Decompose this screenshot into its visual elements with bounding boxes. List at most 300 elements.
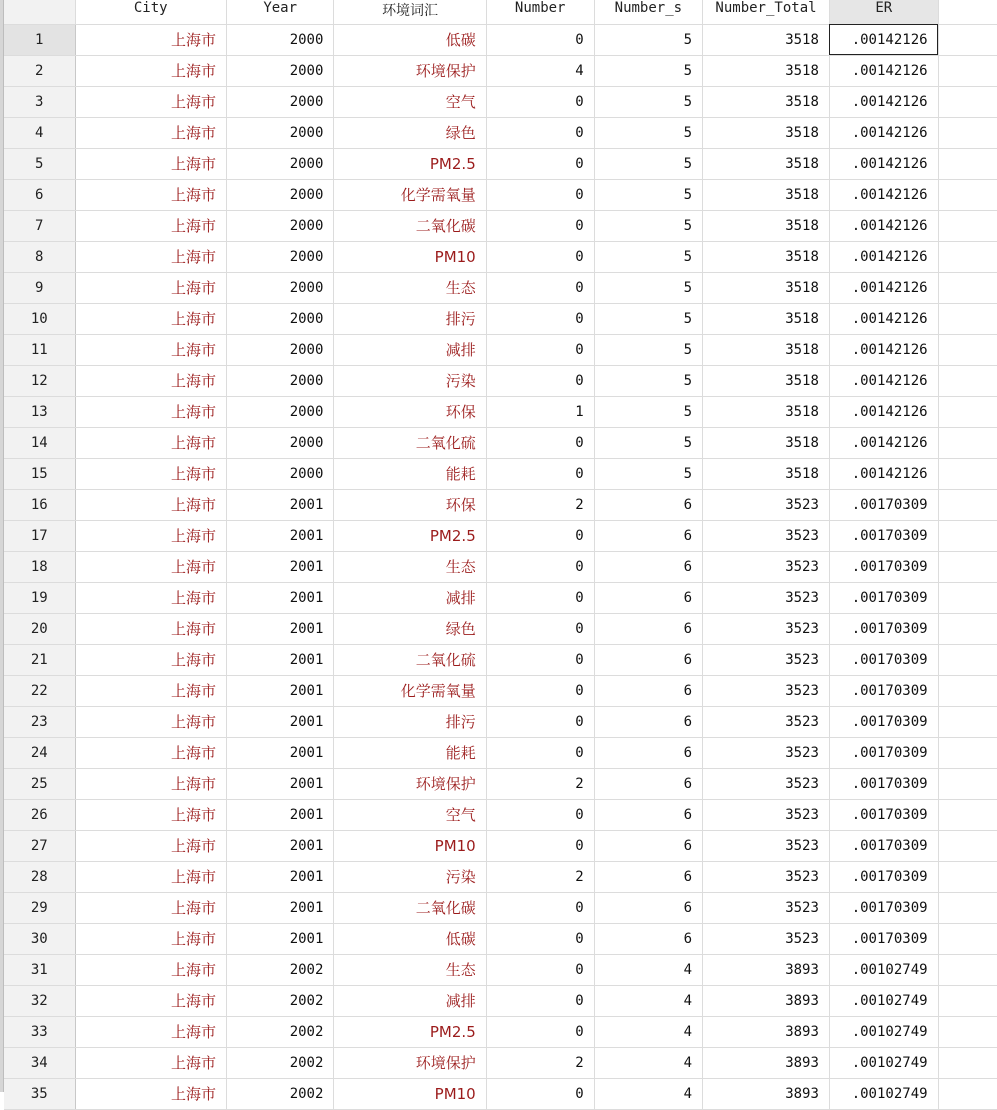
- cell-number-s[interactable]: 6: [594, 551, 702, 582]
- cell-city[interactable]: 上海市: [75, 396, 226, 427]
- cell-number-s[interactable]: 6: [594, 582, 702, 613]
- cell-number[interactable]: 0: [486, 148, 594, 179]
- cell-number[interactable]: 0: [486, 334, 594, 365]
- cell-number[interactable]: 0: [486, 923, 594, 954]
- cell-year[interactable]: 2001: [226, 520, 333, 551]
- table-row[interactable]: [4, 954, 997, 985]
- column-header-year[interactable]: Year: [226, 0, 333, 24]
- table-row[interactable]: [4, 334, 997, 365]
- cell-env-word[interactable]: 排污: [334, 706, 486, 737]
- cell-number-s[interactable]: 6: [594, 520, 702, 551]
- cell-number[interactable]: 0: [486, 210, 594, 241]
- table-row[interactable]: [4, 582, 997, 613]
- cell-city[interactable]: 上海市: [75, 1078, 226, 1109]
- row-number[interactable]: 26: [4, 799, 75, 830]
- table-row[interactable]: [4, 799, 997, 830]
- cell-city[interactable]: 上海市: [75, 117, 226, 148]
- row-number[interactable]: 28: [4, 861, 75, 892]
- cell-city[interactable]: 上海市: [75, 613, 226, 644]
- cell-year[interactable]: 2001: [226, 830, 333, 861]
- cell-city[interactable]: 上海市: [75, 241, 226, 272]
- cell-number-total[interactable]: 3518: [703, 55, 830, 86]
- cell-year[interactable]: 2000: [226, 179, 333, 210]
- cell-number-total[interactable]: 3893: [703, 1078, 830, 1109]
- cell-number-s[interactable]: 5: [594, 148, 702, 179]
- cell-er[interactable]: .00170309: [829, 892, 938, 923]
- table-row[interactable]: [4, 179, 997, 210]
- cell-er[interactable]: .00102749: [829, 1078, 938, 1109]
- cell-env-word[interactable]: PM10: [334, 1078, 486, 1109]
- cell-number[interactable]: 0: [486, 117, 594, 148]
- cell-number-s[interactable]: 5: [594, 396, 702, 427]
- cell-year[interactable]: 2001: [226, 737, 333, 768]
- cell-er[interactable]: .00170309: [829, 644, 938, 675]
- cell-env-word[interactable]: PM2.5: [334, 520, 486, 551]
- cell-number[interactable]: 2: [486, 768, 594, 799]
- cell-year[interactable]: 2000: [226, 303, 333, 334]
- cell-city[interactable]: 上海市: [75, 644, 226, 675]
- row-number[interactable]: 17: [4, 520, 75, 551]
- cell-er[interactable]: .00170309: [829, 582, 938, 613]
- cell-city[interactable]: 上海市: [75, 489, 226, 520]
- table-row[interactable]: [4, 861, 997, 892]
- cell-city[interactable]: 上海市: [75, 365, 226, 396]
- cell-number[interactable]: 0: [486, 241, 594, 272]
- cell-year[interactable]: 2000: [226, 458, 333, 489]
- cell-number-total[interactable]: 3893: [703, 954, 830, 985]
- cell-env-word[interactable]: 绿色: [334, 117, 486, 148]
- cell-er[interactable]: .00102749: [829, 1016, 938, 1047]
- cell-er[interactable]: .00142126: [829, 117, 938, 148]
- column-header-number-total[interactable]: Number_Total: [703, 0, 830, 24]
- cell-env-word[interactable]: 减排: [334, 334, 486, 365]
- cell-er[interactable]: .00142126: [829, 55, 938, 86]
- row-number[interactable]: 33: [4, 1016, 75, 1047]
- cell-er[interactable]: .00142126: [829, 396, 938, 427]
- cell-city[interactable]: 上海市: [75, 520, 226, 551]
- cell-number-s[interactable]: 5: [594, 303, 702, 334]
- cell-env-word[interactable]: 二氧化碳: [334, 892, 486, 923]
- row-number[interactable]: 25: [4, 768, 75, 799]
- table-row[interactable]: [4, 427, 997, 458]
- cell-env-word[interactable]: 排污: [334, 303, 486, 334]
- cell-number-total[interactable]: 3518: [703, 365, 830, 396]
- cell-er[interactable]: .00170309: [829, 675, 938, 706]
- table-row[interactable]: [4, 396, 997, 427]
- cell-env-word[interactable]: 生态: [334, 551, 486, 582]
- cell-er[interactable]: .00102749: [829, 985, 938, 1016]
- cell-number-total[interactable]: 3523: [703, 892, 830, 923]
- row-number[interactable]: 11: [4, 334, 75, 365]
- cell-city[interactable]: 上海市: [75, 148, 226, 179]
- cell-env-word[interactable]: 环保: [334, 396, 486, 427]
- row-number[interactable]: 18: [4, 551, 75, 582]
- row-number[interactable]: 21: [4, 644, 75, 675]
- cell-year[interactable]: 2000: [226, 427, 333, 458]
- cell-number-s[interactable]: 6: [594, 799, 702, 830]
- cell-number-s[interactable]: 6: [594, 737, 702, 768]
- cell-year[interactable]: 2001: [226, 923, 333, 954]
- table-row[interactable]: [4, 55, 997, 86]
- table-row[interactable]: [4, 148, 997, 179]
- cell-number-s[interactable]: 4: [594, 1016, 702, 1047]
- cell-number-s[interactable]: 6: [594, 768, 702, 799]
- cell-number-total[interactable]: 3523: [703, 923, 830, 954]
- cell-number-s[interactable]: 6: [594, 613, 702, 644]
- cell-env-word[interactable]: 化学需氧量: [334, 675, 486, 706]
- cell-year[interactable]: 2002: [226, 1047, 333, 1078]
- cell-number[interactable]: 0: [486, 954, 594, 985]
- cell-er[interactable]: .00170309: [829, 706, 938, 737]
- cell-city[interactable]: 上海市: [75, 768, 226, 799]
- cell-number-s[interactable]: 5: [594, 241, 702, 272]
- table-row[interactable]: [4, 1078, 997, 1109]
- cell-env-word[interactable]: 二氧化硫: [334, 644, 486, 675]
- table-row[interactable]: [4, 737, 997, 768]
- row-number[interactable]: 27: [4, 830, 75, 861]
- cell-er[interactable]: .00170309: [829, 861, 938, 892]
- cell-er[interactable]: .00142126: [829, 458, 938, 489]
- cell-env-word[interactable]: 减排: [334, 582, 486, 613]
- cell-er[interactable]: .00170309: [829, 737, 938, 768]
- table-row[interactable]: [4, 241, 997, 272]
- column-header-number[interactable]: Number: [486, 0, 594, 24]
- row-number[interactable]: 12: [4, 365, 75, 396]
- table-row[interactable]: [4, 520, 997, 551]
- cell-city[interactable]: 上海市: [75, 210, 226, 241]
- cell-number-total[interactable]: 3523: [703, 551, 830, 582]
- cell-number[interactable]: 0: [486, 303, 594, 334]
- cell-year[interactable]: 2001: [226, 892, 333, 923]
- table-row[interactable]: [4, 892, 997, 923]
- cell-number-s[interactable]: 5: [594, 334, 702, 365]
- cell-env-word[interactable]: 环保: [334, 489, 486, 520]
- cell-number-total[interactable]: 3518: [703, 303, 830, 334]
- cell-number[interactable]: 1: [486, 396, 594, 427]
- cell-year[interactable]: 2000: [226, 86, 333, 117]
- row-number[interactable]: 5: [4, 148, 75, 179]
- cell-city[interactable]: 上海市: [75, 427, 226, 458]
- cell-number-s[interactable]: 5: [594, 458, 702, 489]
- cell-number[interactable]: 0: [486, 1016, 594, 1047]
- cell-er[interactable]: .00142126: [829, 272, 938, 303]
- cell-env-word[interactable]: 低碳: [334, 24, 486, 55]
- cell-number[interactable]: 0: [486, 644, 594, 675]
- row-number[interactable]: 34: [4, 1047, 75, 1078]
- cell-number-s[interactable]: 5: [594, 272, 702, 303]
- cell-number[interactable]: 0: [486, 737, 594, 768]
- cell-year[interactable]: 2001: [226, 861, 333, 892]
- cell-number-total[interactable]: 3523: [703, 799, 830, 830]
- cell-year[interactable]: 2001: [226, 613, 333, 644]
- cell-number-s[interactable]: 5: [594, 210, 702, 241]
- cell-number-total[interactable]: 3523: [703, 737, 830, 768]
- column-header-env-word[interactable]: 环境词汇: [334, 0, 486, 24]
- row-number[interactable]: 13: [4, 396, 75, 427]
- row-number[interactable]: 3: [4, 86, 75, 117]
- row-number[interactable]: 2: [4, 55, 75, 86]
- cell-number[interactable]: 0: [486, 520, 594, 551]
- cell-number-total[interactable]: 3893: [703, 1016, 830, 1047]
- row-number[interactable]: 24: [4, 737, 75, 768]
- cell-number-s[interactable]: 6: [594, 923, 702, 954]
- cell-city[interactable]: 上海市: [75, 706, 226, 737]
- cell-er[interactable]: .00170309: [829, 613, 938, 644]
- cell-number[interactable]: 0: [486, 799, 594, 830]
- cell-city[interactable]: 上海市: [75, 458, 226, 489]
- cell-er[interactable]: .00142126: [829, 179, 938, 210]
- cell-city[interactable]: 上海市: [75, 830, 226, 861]
- cell-year[interactable]: 2001: [226, 799, 333, 830]
- table-row[interactable]: [4, 86, 997, 117]
- table-row[interactable]: [4, 551, 997, 582]
- cell-city[interactable]: 上海市: [75, 582, 226, 613]
- row-number[interactable]: 6: [4, 179, 75, 210]
- cell-number-total[interactable]: 3518: [703, 427, 830, 458]
- cell-number[interactable]: 0: [486, 365, 594, 396]
- row-number[interactable]: 9: [4, 272, 75, 303]
- row-number[interactable]: 31: [4, 954, 75, 985]
- cell-year[interactable]: 2000: [226, 365, 333, 396]
- cell-env-word[interactable]: 生态: [334, 272, 486, 303]
- cell-number[interactable]: 0: [486, 830, 594, 861]
- cell-number[interactable]: 0: [486, 892, 594, 923]
- cell-year[interactable]: 2000: [226, 117, 333, 148]
- cell-city[interactable]: 上海市: [75, 985, 226, 1016]
- cell-er[interactable]: .00142126: [829, 148, 938, 179]
- cell-er[interactable]: .00170309: [829, 830, 938, 861]
- table-row[interactable]: [4, 985, 997, 1016]
- row-number[interactable]: 20: [4, 613, 75, 644]
- table-row[interactable]: [4, 24, 997, 55]
- cell-number[interactable]: 2: [486, 1047, 594, 1078]
- cell-number[interactable]: 0: [486, 272, 594, 303]
- cell-number[interactable]: 0: [486, 179, 594, 210]
- column-header-city[interactable]: City: [75, 0, 226, 24]
- table-row[interactable]: [4, 830, 997, 861]
- cell-env-word[interactable]: PM10: [334, 241, 486, 272]
- cell-number[interactable]: 0: [486, 582, 594, 613]
- row-number[interactable]: 16: [4, 489, 75, 520]
- table-row[interactable]: [4, 768, 997, 799]
- cell-year[interactable]: 2001: [226, 489, 333, 520]
- row-number[interactable]: 14: [4, 427, 75, 458]
- cell-number[interactable]: 0: [486, 1078, 594, 1109]
- cell-number-s[interactable]: 4: [594, 1078, 702, 1109]
- cell-er[interactable]: .00142126: [829, 427, 938, 458]
- cell-env-word[interactable]: 能耗: [334, 737, 486, 768]
- table-row[interactable]: [4, 1047, 997, 1078]
- cell-env-word[interactable]: 二氧化硫: [334, 427, 486, 458]
- cell-number-total[interactable]: 3518: [703, 458, 830, 489]
- row-number[interactable]: 19: [4, 582, 75, 613]
- column-header-number-s[interactable]: Number_s: [594, 0, 702, 24]
- cell-year[interactable]: 2000: [226, 24, 333, 55]
- cell-number-s[interactable]: 5: [594, 55, 702, 86]
- cell-env-word[interactable]: 空气: [334, 799, 486, 830]
- cell-er[interactable]: .00170309: [829, 799, 938, 830]
- cell-city[interactable]: 上海市: [75, 954, 226, 985]
- cell-number[interactable]: 0: [486, 458, 594, 489]
- row-number[interactable]: 15: [4, 458, 75, 489]
- cell-env-word[interactable]: 绿色: [334, 613, 486, 644]
- cell-year[interactable]: 2000: [226, 272, 333, 303]
- cell-city[interactable]: 上海市: [75, 737, 226, 768]
- table-row[interactable]: [4, 706, 997, 737]
- cell-er[interactable]: .00142126: [829, 86, 938, 117]
- cell-number-total[interactable]: 3523: [703, 520, 830, 551]
- cell-env-word[interactable]: 环境保护: [334, 768, 486, 799]
- cell-year[interactable]: 2001: [226, 582, 333, 613]
- cell-number-s[interactable]: 6: [594, 489, 702, 520]
- cell-city[interactable]: 上海市: [75, 55, 226, 86]
- cell-city[interactable]: 上海市: [75, 179, 226, 210]
- cell-city[interactable]: 上海市: [75, 334, 226, 365]
- cell-number-total[interactable]: 3518: [703, 272, 830, 303]
- cell-number[interactable]: 0: [486, 551, 594, 582]
- cell-city[interactable]: 上海市: [75, 799, 226, 830]
- cell-number[interactable]: 0: [486, 427, 594, 458]
- cell-number-s[interactable]: 6: [594, 675, 702, 706]
- cell-number-s[interactable]: 6: [594, 861, 702, 892]
- cell-year[interactable]: 2002: [226, 985, 333, 1016]
- cell-number-total[interactable]: 3518: [703, 334, 830, 365]
- cell-year[interactable]: 2000: [226, 334, 333, 365]
- cell-number-total[interactable]: 3518: [703, 241, 830, 272]
- cell-year[interactable]: 2000: [226, 55, 333, 86]
- row-number[interactable]: 29: [4, 892, 75, 923]
- row-number[interactable]: 1: [4, 24, 75, 55]
- cell-number[interactable]: 0: [486, 985, 594, 1016]
- cell-er[interactable]: .00142126: [829, 241, 938, 272]
- cell-number-s[interactable]: 4: [594, 954, 702, 985]
- cell-number-total[interactable]: 3523: [703, 861, 830, 892]
- cell-city[interactable]: 上海市: [75, 86, 226, 117]
- cell-year[interactable]: 2000: [226, 210, 333, 241]
- cell-number[interactable]: 0: [486, 86, 594, 117]
- cell-number-s[interactable]: 5: [594, 427, 702, 458]
- cell-env-word[interactable]: 减排: [334, 985, 486, 1016]
- cell-city[interactable]: 上海市: [75, 861, 226, 892]
- cell-city[interactable]: 上海市: [75, 892, 226, 923]
- cell-city[interactable]: 上海市: [75, 1016, 226, 1047]
- cell-env-word[interactable]: PM2.5: [334, 148, 486, 179]
- cell-number-total[interactable]: 3518: [703, 117, 830, 148]
- corner-cell[interactable]: [4, 0, 75, 24]
- cell-number[interactable]: 0: [486, 675, 594, 706]
- cell-number[interactable]: 0: [486, 24, 594, 55]
- row-number[interactable]: 8: [4, 241, 75, 272]
- cell-number[interactable]: 2: [486, 489, 594, 520]
- cell-number-s[interactable]: 6: [594, 892, 702, 923]
- cell-env-word[interactable]: 环境保护: [334, 1047, 486, 1078]
- table-row[interactable]: [4, 303, 997, 334]
- table-row[interactable]: [4, 458, 997, 489]
- cell-number-s[interactable]: 5: [594, 179, 702, 210]
- cell-er[interactable]: .00142126: [829, 303, 938, 334]
- cell-number-total[interactable]: 3523: [703, 706, 830, 737]
- row-number[interactable]: 22: [4, 675, 75, 706]
- row-number[interactable]: 23: [4, 706, 75, 737]
- cell-number-s[interactable]: 6: [594, 644, 702, 675]
- cell-er[interactable]: .00170309: [829, 551, 938, 582]
- cell-number-total[interactable]: 3518: [703, 86, 830, 117]
- cell-er[interactable]: .00170309: [829, 520, 938, 551]
- row-number[interactable]: 30: [4, 923, 75, 954]
- table-row[interactable]: [4, 272, 997, 303]
- cell-city[interactable]: 上海市: [75, 272, 226, 303]
- cell-env-word[interactable]: 化学需氧量: [334, 179, 486, 210]
- table-row[interactable]: [4, 210, 997, 241]
- cell-env-word[interactable]: 空气: [334, 86, 486, 117]
- cell-number-total[interactable]: 3518: [703, 148, 830, 179]
- cell-number-total[interactable]: 3523: [703, 489, 830, 520]
- cell-number[interactable]: 4: [486, 55, 594, 86]
- cell-city[interactable]: 上海市: [75, 551, 226, 582]
- cell-year[interactable]: 2001: [226, 551, 333, 582]
- cell-number[interactable]: 0: [486, 613, 594, 644]
- cell-year[interactable]: 2002: [226, 954, 333, 985]
- cell-city[interactable]: 上海市: [75, 24, 226, 55]
- cell-year[interactable]: 2001: [226, 768, 333, 799]
- cell-year[interactable]: 2000: [226, 148, 333, 179]
- table-row[interactable]: [4, 644, 997, 675]
- cell-er[interactable]: .00142126: [829, 210, 938, 241]
- cell-year[interactable]: 2000: [226, 396, 333, 427]
- cell-number-total[interactable]: 3523: [703, 830, 830, 861]
- cell-number[interactable]: 0: [486, 706, 594, 737]
- cell-year[interactable]: 2001: [226, 675, 333, 706]
- cell-number-total[interactable]: 3523: [703, 613, 830, 644]
- cell-number-total[interactable]: 3518: [703, 210, 830, 241]
- cell-env-word[interactable]: 环境保护: [334, 55, 486, 86]
- cell-er[interactable]: .00102749: [829, 1047, 938, 1078]
- cell-city[interactable]: 上海市: [75, 303, 226, 334]
- column-header-er[interactable]: ER: [829, 0, 938, 24]
- table-row[interactable]: [4, 923, 997, 954]
- cell-number-total[interactable]: 3893: [703, 1047, 830, 1078]
- cell-number-total[interactable]: 3518: [703, 24, 830, 55]
- cell-year[interactable]: 2001: [226, 706, 333, 737]
- table-row[interactable]: [4, 1016, 997, 1047]
- cell-number-s[interactable]: 4: [594, 1047, 702, 1078]
- cell-number-total[interactable]: 3523: [703, 582, 830, 613]
- cell-number-total[interactable]: 3518: [703, 179, 830, 210]
- table-row[interactable]: [4, 613, 997, 644]
- table-row[interactable]: [4, 675, 997, 706]
- cell-env-word[interactable]: 污染: [334, 365, 486, 396]
- cell-year[interactable]: 2001: [226, 644, 333, 675]
- row-number[interactable]: 10: [4, 303, 75, 334]
- cell-number-s[interactable]: 4: [594, 985, 702, 1016]
- cell-year[interactable]: 2002: [226, 1016, 333, 1047]
- cell-city[interactable]: 上海市: [75, 675, 226, 706]
- cell-env-word[interactable]: 二氧化碳: [334, 210, 486, 241]
- row-number[interactable]: 32: [4, 985, 75, 1016]
- table-row[interactable]: [4, 489, 997, 520]
- cell-number-total[interactable]: 3893: [703, 985, 830, 1016]
- cell-env-word[interactable]: PM10: [334, 830, 486, 861]
- cell-er[interactable]: .00170309: [829, 923, 938, 954]
- row-number[interactable]: 35: [4, 1078, 75, 1109]
- cell-number-total[interactable]: 3523: [703, 675, 830, 706]
- cell-er[interactable]: .00142126: [829, 24, 938, 55]
- cell-env-word[interactable]: 生态: [334, 954, 486, 985]
- cell-year[interactable]: 2002: [226, 1078, 333, 1109]
- cell-number-total[interactable]: 3523: [703, 644, 830, 675]
- cell-er[interactable]: .00102749: [829, 954, 938, 985]
- cell-number-s[interactable]: 6: [594, 830, 702, 861]
